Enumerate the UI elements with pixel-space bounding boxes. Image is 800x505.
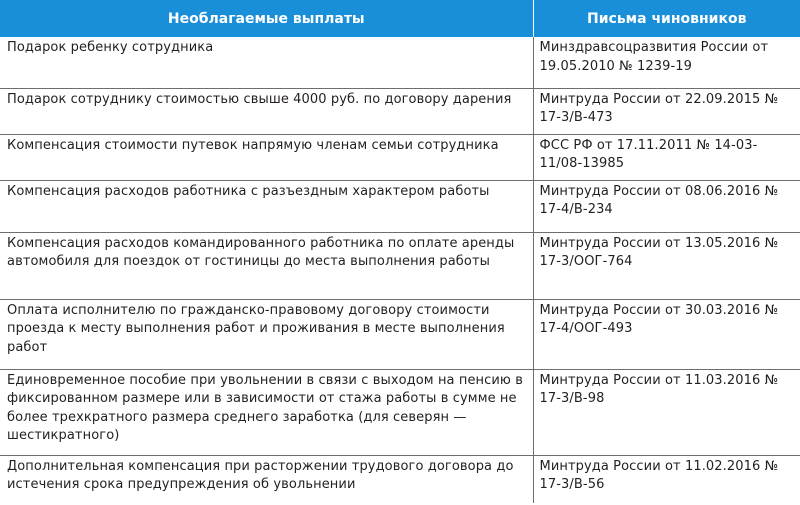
table-row: [0, 232, 800, 299]
payment-cell: Компенсация стоимости путевок напрямую членам семьи сотрудника: [0, 134, 533, 180]
letter-cell: Минтруда России от 13.05.2016 № 17-3/ООГ-764: [533, 232, 800, 299]
table-row: [0, 88, 800, 134]
payment-cell: Единовременное пособие при увольнении в связи с выходом на пенсию в фиксированном размере или в зависимости от стажа работы в сумме не более трехкратного размера среднего заработка (для северян — шестикратного): [0, 369, 533, 455]
table-row: [0, 37, 800, 88]
payment-cell: Оплата исполнителю по гражданско-правовому договору стоимости проезда к месту выполнения работ и проживания в месте выполнения работ: [0, 299, 533, 369]
table-row: [0, 299, 800, 369]
payment-cell: Компенсация расходов командированного работника по оплате аренды автомобиля для поездок от гостиницы до места выполнения работы: [0, 232, 533, 299]
payment-cell: Дополнительная компенсация при расторжении трудового договора до истечения срока предупреждения об увольнении: [7, 458, 514, 492]
table-row: [0, 455, 800, 503]
letter-cell: Минтруда России от 30.03.2016 № 17-4/ООГ-493: [533, 299, 800, 369]
letter-cell: Минтруда России от 11.02.2016 № 17-3/В-56: [533, 455, 800, 503]
letter-cell: Минтруда России от 22.09.2015 № 17-3/В-473: [533, 88, 800, 134]
letter-cell: Минтруда России от 08.06.2016 № 17-4/В-234: [533, 180, 800, 232]
table-row: [0, 180, 800, 232]
table-row: [0, 134, 800, 180]
letter-cell: ФСС РФ от 17.11.2011 № 14-03-11/08-13985: [533, 134, 800, 180]
letter-cell: Минздравсоцразвития России от 19.05.2010 № 1239-19: [533, 37, 800, 88]
table-row: [0, 369, 800, 455]
payment-cell: Компенсация расходов работника с разъездным характером работы: [0, 180, 533, 232]
header-letters: Письма чиновников: [533, 0, 800, 37]
payment-cell: Подарок ребенку сотрудника: [0, 37, 533, 88]
payment-cell: Подарок сотруднику стоимостью свыше 4000 руб. по договору дарения: [0, 88, 533, 134]
table-header-row: [0, 0, 800, 37]
letter-cell: Минтруда России от 11.03.2016 № 17-3/В-98: [533, 369, 800, 455]
header-payments: Необлагаемые выплаты: [0, 0, 533, 37]
